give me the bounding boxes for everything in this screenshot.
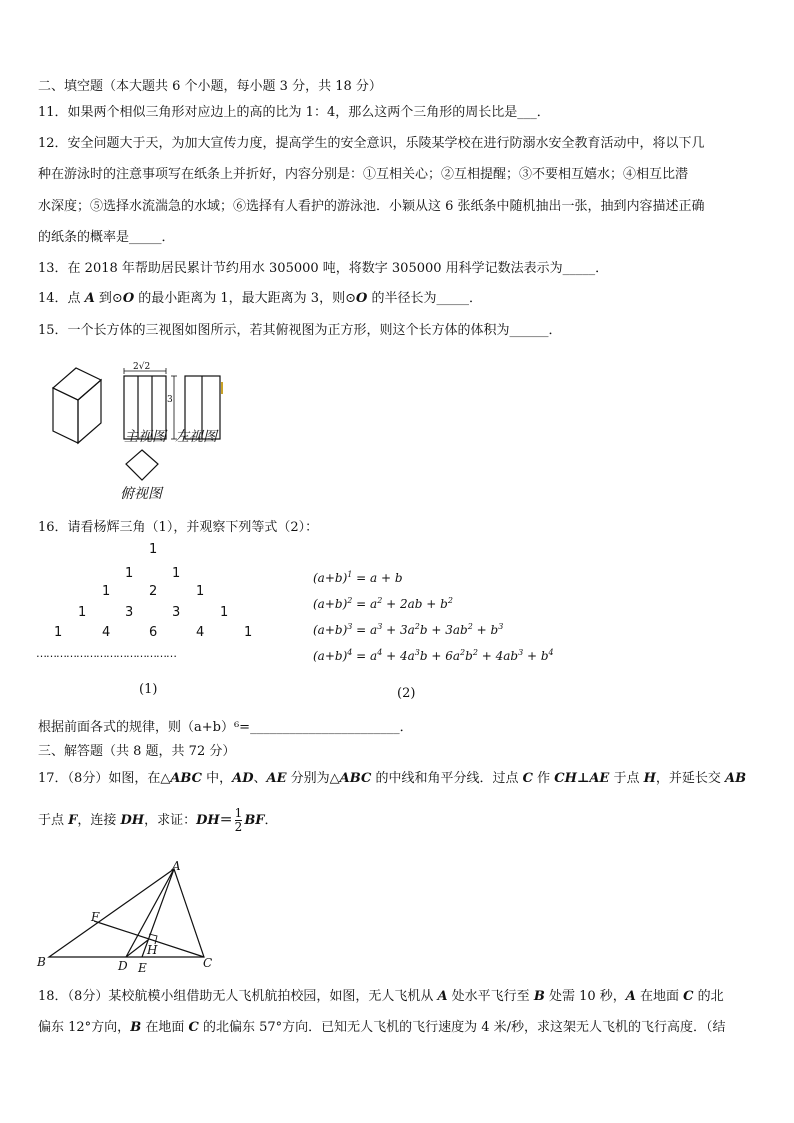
triangle-figure: [34, 860, 224, 980]
question-12-line-2: 种在游泳时的注意事项写在纸条上并折好，内容分别是：①互相关心；②互相提醒；③不要相互嬉水；④相互比潜: [38, 167, 689, 182]
point-h-label: H: [147, 943, 158, 957]
pascal-dots: ……………………………………: [36, 647, 176, 660]
question-12-line-3: 水深度；⑤选择水流湍急的水域；⑥选择有人看护的游泳池．小颖从这 6 张纸条中随机抽出一张，抽到内容描述正确: [38, 199, 705, 214]
question-16: 16．请看杨辉三角（1），并观察下列等式（2）：: [38, 520, 319, 535]
point-f-label: F: [91, 910, 100, 924]
pascal-cell: 3: [125, 605, 134, 620]
question-17-line-2: 于点 F，连接 DH，求证：DH＝ $\frac{1}{2}$ BF．: [38, 806, 278, 834]
section-2-heading: 二、填空题（本大题共 6 个小题，每小题 3 分，共 18 分）: [38, 79, 382, 94]
question-15: 15．一个长方体的三视图如图所示，若其俯视图为正方形，则这个长方体的体积为______．: [38, 323, 562, 338]
binomial-equation-3: $(a+b)^3 = a^3 + 3a^2b + 3ab^2 + b^3$: [313, 622, 504, 637]
point-b-label: B: [37, 955, 46, 969]
point-c-label: C: [203, 956, 213, 970]
pascal-cell: 3: [172, 605, 181, 620]
triangle-abc: [49, 869, 204, 957]
pascal-cell: 2: [149, 584, 158, 599]
pascal-cell: 1: [78, 605, 87, 620]
question-17-line-1: 17．（8分）如图，在△ABC 中，AD、AE 分别为△ABC 的中线和角平分线．过点 C 作 CH⊥AE 于点 H，并延长交 AB: [38, 771, 747, 786]
question-12-line-1: 12．安全问题大于天，为加大宣传力度，提高学生的安全意识，乐陵某学校在进行防溺水安全教育活动中，将以下几: [38, 136, 705, 151]
pascal-cell: 4: [102, 625, 111, 640]
top-view-label: 俯视图: [120, 486, 162, 502]
front-view-label: 主视图: [124, 429, 166, 445]
label-1: (1): [139, 682, 158, 697]
point-d-label: D: [118, 959, 128, 973]
left-view-label: 左视图: [175, 429, 217, 445]
pascal-cell: 1: [125, 566, 134, 581]
label-2: (2): [397, 686, 416, 701]
question-13: 13．在 2018 年帮助居民累计节约用水 305000 吨，将数字 305000 用科学记数法表示为_____．: [38, 261, 609, 276]
height-label: 3: [167, 395, 173, 405]
pascal-cell: 4: [196, 625, 205, 640]
binomial-equation-4: $(a+b)^4 = a^4 + 4a^3b + 6a^2b^2 + 4ab^3 + b^4$: [313, 648, 554, 663]
width-label: 2√2: [133, 362, 151, 372]
section-3-heading: 三、解答题（共 8 题，共 72 分）: [38, 744, 236, 759]
point-a-label: A: [172, 860, 181, 873]
pascal-cell: 1: [244, 625, 253, 640]
pascal-cell: 1: [102, 584, 111, 599]
pascal-cell: 6: [149, 625, 158, 640]
question-14: 14．点 A 到⊙O 的最小距离为 1，最大距离为 3，则⊙O 的半径长为_____．: [38, 291, 482, 306]
pascal-cell: 1: [172, 566, 181, 581]
question-18-line-1: 18．（8分）某校航模小组借助无人飞机航拍校园，如图，无人飞机从 A 处水平飞行至 B 处需 10 秒，A 在地面 C 的北: [38, 989, 724, 1004]
fraction-one-half: $\frac{1}{2}$: [234, 806, 243, 834]
question-11: 11．如果两个相似三角形对应边上的高的比为 1：4，那么这两个三角形的周长比是___．: [38, 105, 550, 120]
question-16-conclusion: 根据前面各式的规律，则（a+b）⁶=_______________________．: [38, 720, 413, 735]
question-12-line-4: 的纸条的概率是_____．: [38, 230, 175, 245]
binomial-equation-2: $(a+b)^2 = a^2 + 2ab + b^2$: [313, 596, 453, 611]
pascal-cell: 1: [196, 584, 205, 599]
top-view-square: [126, 450, 158, 480]
cuboid-perspective-drawing: [53, 368, 101, 443]
point-e-label: E: [138, 961, 147, 975]
binomial-equation-1: $(a+b)^1 = a + b$: [313, 570, 403, 585]
pascal-cell: 1: [54, 625, 63, 640]
pascal-cell: 1: [220, 605, 229, 620]
question-18-line-2: 偏东 12°方向，B 在地面 C 的北偏东 57°方向．已知无人飞机的飞行速度为 4 米/秒，求这架无人飞机的飞行高度．（结: [38, 1020, 726, 1035]
pascal-cell: 1: [149, 542, 158, 557]
